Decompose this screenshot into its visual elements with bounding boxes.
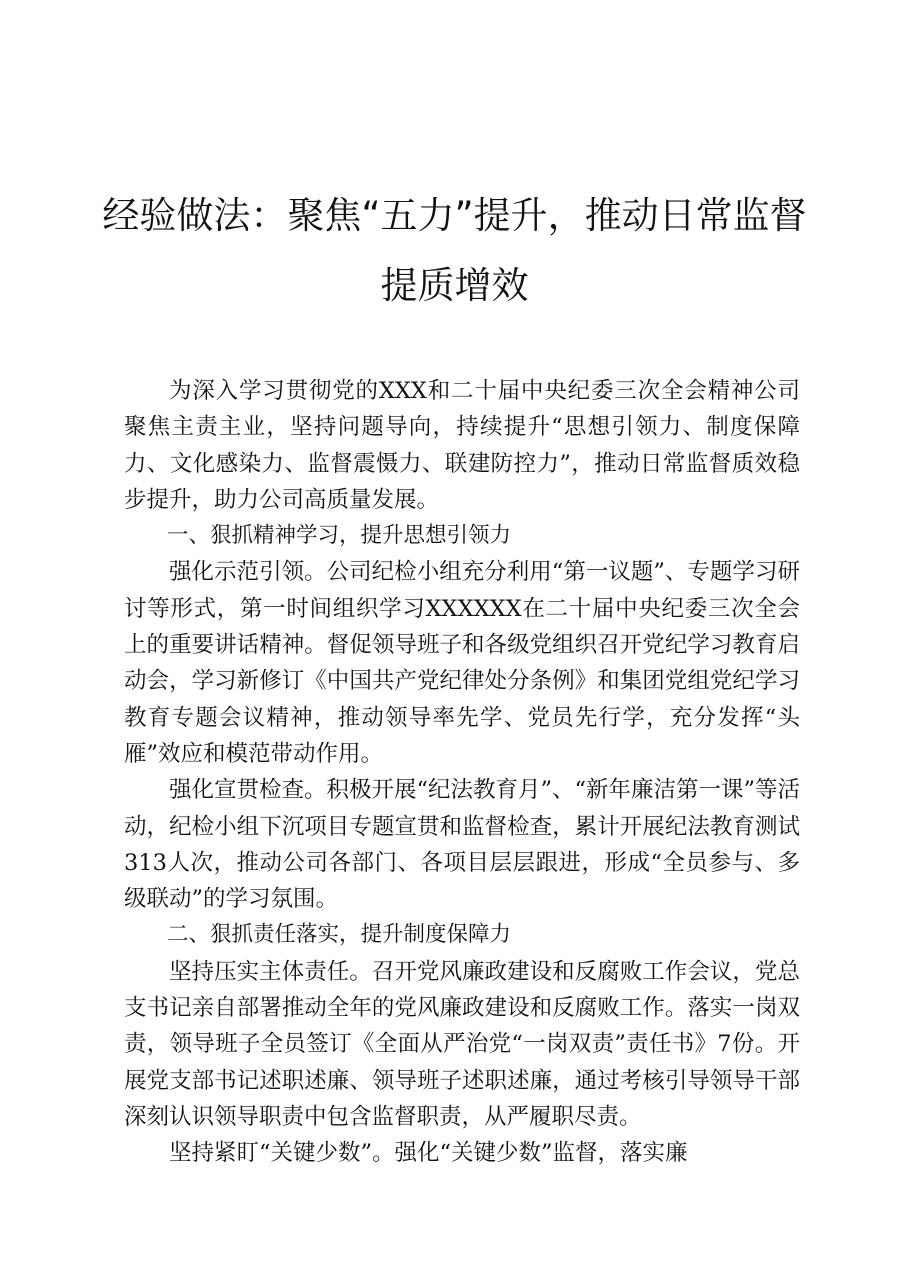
- document-title-line-1: 经验做法：聚焦“五力”提升，推动日常监督: [102, 194, 807, 237]
- section-2-paragraph-2: 坚持紧盯“关键少数”。强化“关键少数”监督，落实廉: [169, 1140, 688, 1167]
- section-1-paragraph-2: 强化宣贯检查。积极开展“纪法教育月”、“新年廉洁第一课”等活动，纪检小组下沉项目专题宣贯和监督检查，累计开展纪法教育测试313人次，推动公司各部门、各项目层层跟进，形成“全员参与、多级联动”的学习氛围。: [124, 777, 801, 913]
- section-1-paragraph-1: 强化示范引领。公司纪检小组充分利用“第一议题”、专题学习研讨等形式，第一时间组织学习XXXXXX在二十届中央纪委三次全会上的重要讲话精神。督促领导班子和各级党组织召开党纪学习教育启动会，学习新修订《中国共产党纪律处分条例》和集团党组党纪学习教育专题会议精神，推动领导率先学、党员先行学，充分发挥“头雁”效应和模范带动作用。: [124, 559, 800, 767]
- section-2-heading: 二、狠抓责任落实，提升制度保障力: [167, 922, 512, 948]
- document-title-line-2: 提质增效: [380, 264, 529, 307]
- intro-paragraph: 为深入学习贯彻党的XXX和二十届中央纪委三次全会精神公司聚焦主责主业，坚持问题导向，持续提升“思想引领力、制度保障力、文化感染力、监督震慑力、联建防控力”，推动日常监督质效稳步提升，助力公司高质量发展。: [124, 378, 800, 513]
- section-1-heading: 一、狠抓精神学习，提升思想引领力: [167, 523, 512, 549]
- document-body: [124, 373, 800, 1172]
- section-2-paragraph-1: 坚持压实主体责任。召开党风廉政建设和反腐败工作会议，党总支书记亲自部署推动全年的党风廉政建设和反腐败工作。落实一岗双责，领导班子全员签订《全面从严治党“一岗双责”责任书》7份。开展党支部书记述职述廉、领导班子述职述廉，通过考核引导领导干部深刻认识领导职责中包含监督职责，从严履职尽责。: [124, 958, 800, 1130]
